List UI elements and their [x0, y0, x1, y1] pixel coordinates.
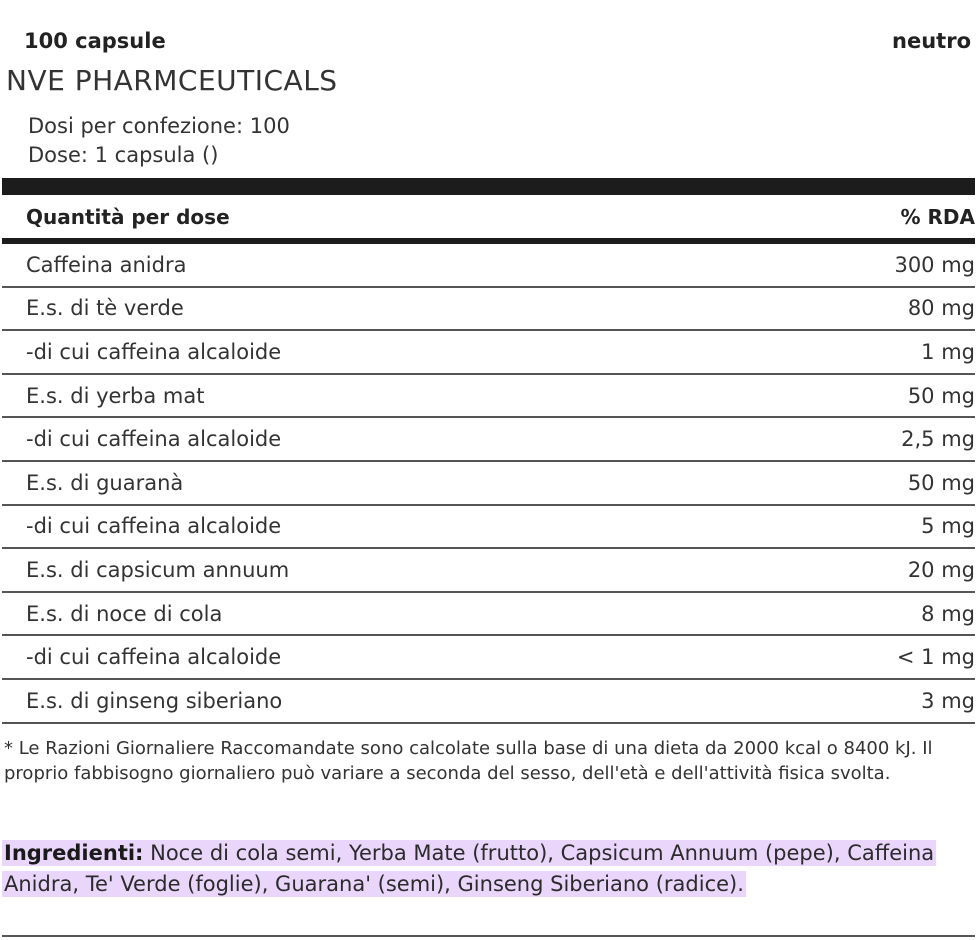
- table-row: [2, 375, 975, 419]
- ingredients-label: Ingredienti:: [4, 841, 144, 865]
- ingredients-highlight: [2, 840, 936, 897]
- nutrient-table: [2, 244, 975, 724]
- nutrient-amount: 50 mg: [907, 470, 975, 495]
- rda-footnote: * Le Razioni Giornaliere Raccomandate sono calcolate sulla base di una dieta da 2000 kcal o 8400 kJ. Il proprio fabbisogno giornaliero può variare a seconda del sesso, dell'età e dell'attività fisica svolta.: [4, 738, 933, 784]
- table-row: [2, 680, 975, 724]
- dose-size: Dose: 1 capsula (): [28, 143, 219, 167]
- nutrient-name: -di cui caffeina alcaloide: [26, 645, 282, 670]
- servings-per-container: Dosi per confezione: 100: [28, 114, 290, 138]
- nutrient-amount: 1 mg: [921, 339, 975, 364]
- package-quantity: 100 capsule: [24, 29, 166, 53]
- table-row: [2, 331, 975, 375]
- label-top-row: [24, 26, 971, 56]
- nutrient-name: E.s. di guaranà: [26, 470, 184, 495]
- dose-info: [28, 112, 290, 170]
- table-row: [2, 288, 975, 332]
- flavor: neutro: [892, 29, 971, 53]
- nutrient-amount: 3 mg: [921, 688, 975, 713]
- ingredients-text: Noce di cola semi, Yerba Mate (frutto), Capsicum Annuum (pepe), Caffeina Anidra, Te' Verde (foglie), Guarana' (semi), Ginseng Siberiano (radice).: [4, 841, 935, 896]
- table-row: [2, 418, 975, 462]
- table-row: [2, 593, 975, 637]
- nutrient-name: -di cui caffeina alcaloide: [26, 427, 282, 452]
- nutrient-amount: 20 mg: [907, 557, 975, 582]
- nutrient-name: E.s. di ginseng siberiano: [26, 688, 283, 713]
- nutrient-amount: 2,5 mg: [901, 427, 975, 452]
- column-header-quantity: Quantità per dose: [26, 205, 230, 229]
- ingredients: [2, 838, 975, 900]
- nutrient-amount: 80 mg: [907, 296, 975, 321]
- nutrient-amount: < 1 mg: [896, 645, 975, 670]
- nutrient-amount: 300 mg: [894, 252, 975, 277]
- table-row: [2, 506, 975, 550]
- table-header: [2, 196, 975, 238]
- bottom-divider: [2, 935, 975, 937]
- nutrient-name: E.s. di yerba mat: [26, 383, 205, 408]
- table-top-divider: [2, 178, 975, 195]
- brand-name: NVE PHARMCEUTICALS: [6, 64, 338, 97]
- nutrient-name: E.s. di noce di cola: [26, 601, 223, 626]
- nutrient-amount: 8 mg: [921, 601, 975, 626]
- nutrient-name: -di cui caffeina alcaloide: [26, 514, 282, 539]
- nutrient-name: E.s. di tè verde: [26, 296, 184, 321]
- nutrient-name: Caffeina anidra: [26, 252, 187, 277]
- column-header-rda: % RDA: [900, 205, 975, 229]
- table-row: [2, 244, 975, 288]
- table-row: [2, 462, 975, 506]
- nutrient-amount: 5 mg: [921, 514, 975, 539]
- table-row: [2, 636, 975, 680]
- table-row: [2, 549, 975, 593]
- nutrient-name: E.s. di capsicum annuum: [26, 557, 290, 582]
- nutrient-amount: 50 mg: [907, 383, 975, 408]
- nutrient-name: -di cui caffeina alcaloide: [26, 339, 282, 364]
